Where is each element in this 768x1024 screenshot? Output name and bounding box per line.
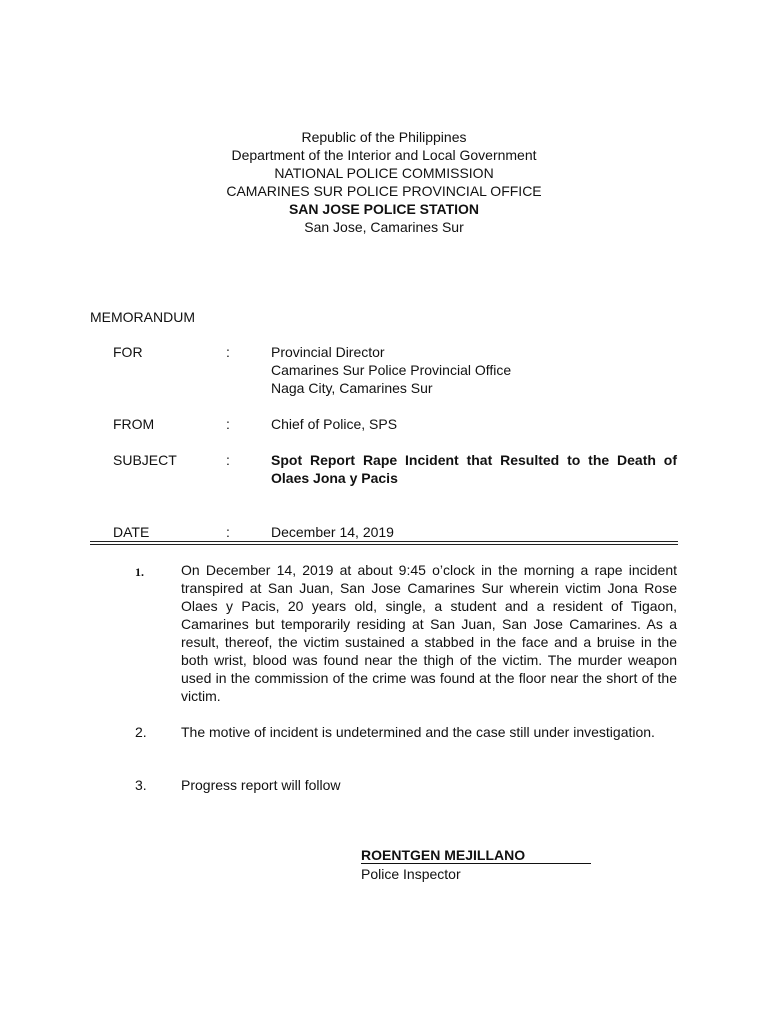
item-number: 1. <box>135 565 144 579</box>
memorandum-label: MEMORANDUM <box>90 309 195 325</box>
signature-block <box>361 846 591 883</box>
header-commission: NATIONAL POLICE COMMISSION <box>274 165 494 181</box>
divider-line-top <box>90 541 678 542</box>
item-number: 2. <box>135 724 147 740</box>
from-label: FROM <box>113 416 155 432</box>
header-provincial-office: CAMARINES SUR POLICE PROVINCIAL OFFICE <box>226 183 542 199</box>
for-value <box>271 343 677 397</box>
subject-label: SUBJECT <box>113 452 177 468</box>
for-colon: : <box>226 344 230 360</box>
divider-line-bottom <box>90 544 678 545</box>
subject-colon: : <box>226 452 230 468</box>
for-line: Naga City, Camarines Sur <box>271 380 433 396</box>
item-text: The motive of incident is undetermined and the case still under investigation. <box>181 724 655 740</box>
date-colon: : <box>226 524 230 540</box>
header-station: SAN JOSE POLICE STATION <box>288 201 480 217</box>
date-label: DATE <box>113 524 150 540</box>
date-value: December 14, 2019 <box>271 524 394 540</box>
item-number: 3. <box>135 777 147 793</box>
signatory-name: ROENTGEN MEJILLANO <box>361 846 591 864</box>
header-location: San Jose, Camarines Sur <box>304 219 464 235</box>
signatory-title: Police Inspector <box>361 866 461 882</box>
from-colon: : <box>226 416 230 432</box>
for-line: Provincial Director <box>271 344 385 360</box>
for-line: Camarines Sur Police Provincial Office <box>271 362 512 378</box>
item-text: Progress report will follow <box>181 777 341 793</box>
item-text: On December 14, 2019 at about 9:45 o’clock in the morning a rape incident transpired at San Juan, San Jose Camarines Sur wherein victim Jona Rose Olaes y Pacis, 20 years old, single, a student and a resident of Tigaon, Camarines but temporarily residing at San Juan, San Jose Camarines. As a result, thereof, the victim sustained a stabbed in the face and a bruise in the both wrist, blood was found near the thigh of the victim. The murder weapon used in the commission of the crime was found at the floor near the short of the victim. <box>181 562 677 704</box>
header-republic: Republic of the Philippines <box>301 129 467 145</box>
from-value: Chief of Police, SPS <box>271 416 398 432</box>
for-label: FOR <box>113 344 143 360</box>
subject-value: Spot Report Rape Incident that Resulted to the Death of Olaes Jona y Pacis <box>271 452 677 486</box>
document-header <box>0 128 768 236</box>
header-department: Department of the Interior and Local Government <box>231 147 537 163</box>
